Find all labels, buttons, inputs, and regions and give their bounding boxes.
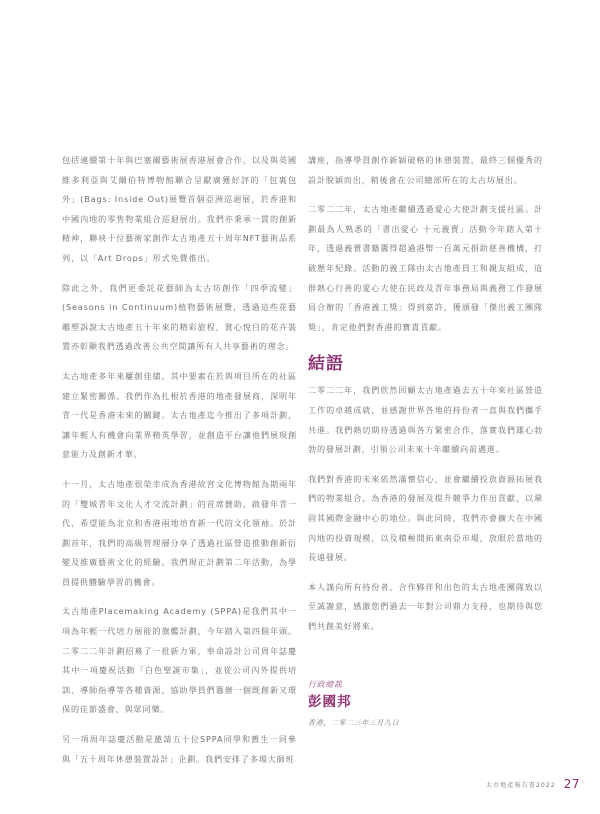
right-column bbox=[308, 151, 543, 731]
paragraph: 本人謹向所有持份者、合作夥伴和出色的太古地產團隊致以至誠謝意，感激您們過去一年對公司鼎力支持，也期待與您們共創美好將來。 bbox=[308, 581, 543, 631]
signature-block bbox=[308, 678, 543, 731]
signature-place-date: 香港，二零二三年三月九日 bbox=[308, 719, 400, 728]
paragraph: 除此之外，我們更委託花藝師為太古坊創作「四季流變」(Seasons in Continuum)植物藝術展覽，透過這些花藝雕塑訴說太古地產五十年來的精彩旅程，賞心悅目的花卉裝置亦彰顯我們透過改善公共空間讓所有人共享藝術的理念。 bbox=[62, 282, 297, 352]
paragraph: 包括連續第十年與巴塞爾藝術展香港展會合作，以及與英國維多利亞與艾爾伯特博物館聯合呈獻廣獲好評的「包裏包外」(Bags: Inside Out)展覽首個亞洲巡迴展，於香港和中國內地的零售物業組合巡迴展出。我們亦秉承一貫的創新精神，聯袂十位藝術家創作太古地產五十周年NFT藝術品系列，以「Art Drops」形式免費推出。 bbox=[62, 155, 297, 263]
page-number: 27 bbox=[563, 777, 580, 791]
signatory-title: 行政總裁 bbox=[308, 680, 343, 690]
signatory-name: 彭國邦 bbox=[308, 694, 352, 711]
report-title: 太古地產報告書2022 bbox=[485, 781, 556, 789]
paragraph: 二零二二年，我們欣然回顧太古地產過去五十年來社區營造工作的卓越成就，並感謝世界各地的持份者一直與我們攜手共進。我們熱切期待透過與各方緊密合作，落實我們雄心勃勃的發展計劃，引領公司未來十年繼續向前邁進。 bbox=[308, 385, 543, 455]
paragraph: 太古地產多年來屢創佳績，其中要素在於與項目所在的社區建立緊密關係。我們作為扎根於香港的地產發展商，深明年青一代是香港未來的關鍵。太古地產迄今推出了多項計劃，讓年輕人有機會向業界精英學習，並創造平台讓他們展現創意能力及創新才華。 bbox=[62, 370, 297, 460]
paragraph: 十一月，太古地產很榮幸成為香港故宮文化博物館為期兩年的「雙城青年文化人才交流計劃」的首席贊助，啟發年青一代，希望能為北京和香港兩地培育新一代的文化領袖。於計劃首年，我們的高級管理層分享了透過社區營造推動創新衍變及推廣藝術文化的經驗。我們現正計劃第二年活動，為學員提供體驗學習的機會。 bbox=[62, 478, 297, 587]
page-footer bbox=[470, 776, 580, 792]
section-heading-conclusion: 結語 bbox=[308, 354, 344, 375]
left-column bbox=[62, 151, 297, 779]
paragraph: 太古地產Placemaking Academy (SPPA)是我們其中一項為年輕一代培力展能的旗艦計劃，今年踏入第四個年頭。二零二二年計劃招募了一批新力軍，奉命設計公司周年誌慶其中一項慶祝活動「白色聖誕市集」，並從公司內外提供培訓、導師指導等各種資源，協助學員們籌辦一個既創新又環保的佳節盛會，與眾同樂。 bbox=[62, 606, 297, 715]
paragraph: 另一項周年誌慶活動是邀請五十位SPPA同學和舊生一同參與「五十周年休憩裝置設計」企劃。我們安排了多場大師班 bbox=[62, 734, 297, 764]
paragraph: 講座，指導學員創作新穎破格的休憩裝置，最終三個優秀的設計脫穎而出，稍後會在公司總部所在的太古坊展出。 bbox=[308, 155, 543, 185]
paragraph: 我們對香港的未來依然滿懷信心，並會繼續投放資源拓展我們的物業組合，為香港的發展及提升競爭力作出貢獻，以鞏固其國際金融中心的地位。與此同時，我們亦會擴大在中國內地的投資規模，以及積極開拓東南亞市場，放眼於當地的長遠發展。 bbox=[308, 473, 543, 563]
paragraph: 二零二二年，太古地產繼續透過愛心大使計劃支援社區。計劃最為人熟悉的「書出愛心 十元義賣」活動今年踏入第十年，透過義賣書籍籌得超過港幣一百萬元捐助慈善機構，打破歷年紀錄。活動的義工隊由太古地產員工和親友組成，這群熱心行善的愛心大使在民政及青年事務局與義務工作發展局合辦的「香港義工獎」得到嘉許，獲頒發「傑出義工團隊獎」，肯定他們對香港的寶貴貢獻。 bbox=[308, 204, 543, 332]
